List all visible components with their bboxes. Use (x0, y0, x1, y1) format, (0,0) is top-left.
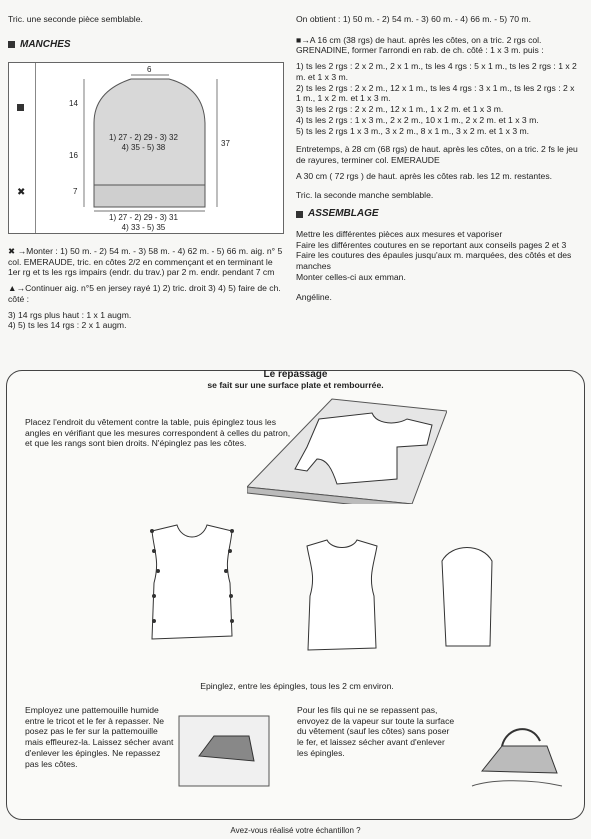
upper-sizes-label: 1) 27 - 2) 29 - 3) 32 4) 35 - 5) 38 (109, 133, 178, 152)
ironing-text-3: Employez une pattemouille humide entre le tricot et le fer à repasser. Ne posez pas le fer sur la pattemouille mais effleurez-la. Laissez sécher avant d'enlever les épingles. Ne repassez pas les côtes. (25, 705, 174, 769)
manches-heading (8, 39, 284, 52)
right-paragraph-4: A 30 cm ( 72 rgs ) de haut. après les côtes rab. les 12 m. restantes. (296, 170, 553, 181)
row-size-5: 5) ts les 2 rgs 1 x 3 m., 3 x 2 m., 8 x 1 m., 3 x 2 m. et 1 x 3 m. (296, 125, 530, 136)
right-column (296, 14, 579, 303)
sleeve-pinned-illustration (432, 541, 502, 666)
ironing-text-4: Pour les fils qui ne se repassent pas, envoyez de la vapeur sur toute la surface du vêtement (sauf les côtes) sans poser le fer, et laissez sécher avant d'enlever les épingles. (297, 705, 455, 758)
dim-cap-height: 14 (69, 99, 78, 108)
row-size-4: 4) ts les 2 rgs : 1 x 3 m., 2 x 2 m., 10 x 1 m., 2 x 2 m. et 1 x 3 m. (296, 114, 539, 125)
dim-cuff-height: 7 (73, 187, 78, 196)
right-paragraph-2: ■→A 16 cm (38 rgs) de haut. après les côtes, on a tric. 2 rgs col. GRENADINE, former l'arrondi en rab. de ch. côté : 1 x 3 m. puis : (296, 34, 544, 56)
ironing-box (6, 370, 585, 820)
assemblage-line-3: Faire les coutures des épaules jusqu'aux m. marquées, des côtés et des manches (296, 250, 572, 271)
steam-iron-illustration (462, 701, 572, 791)
dim-body-height: 16 (69, 151, 78, 160)
left-line-4: 4) 5) ts les 14 rgs : 2 x 1 augm. (8, 320, 127, 331)
left-paragraph-2: ▲→Continuer aig. n°5 en jersey rayé 1) 2) tric. droit 3) 4) 5) faire de ch. côté : (8, 283, 281, 304)
right-paragraph-5: Tric. la seconde manche semblable. (296, 189, 434, 200)
front-pinned-illustration (132, 521, 252, 646)
box-title: Le repassage (263, 369, 328, 380)
row-size-1: 1) ts les 2 rgs : 2 x 2 m., 2 x 1 m., ts les 4 rgs : 5 x 1 m., ts les 2 rgs : 1 x 2 m. et 1 x 3 m. (296, 61, 577, 82)
manches-heading-label: MANCHES (20, 38, 71, 50)
right-paragraph-3: Entretemps, à 28 cm (68 rgs) de haut. après les côtes, on a tric. 2 fs le jeu de rayures, terminer col. EMERAUDE (296, 144, 578, 166)
signature: Angéline. (296, 292, 332, 303)
back-pinned-illustration (292, 536, 392, 661)
left-paragraph-1: ✖ →Monter : 1) 50 m. - 2) 54 m. - 3) 58 m. - 4) 62 m. - 5) 66 m. aig. n° 5 col. EMERAUDE, tric. en côtes 2/2 en commençant et en terminant le 1er rg et ts les rgs impairs (endr. du trav.) par 2 m. endr. pendant 7 cm (8, 246, 283, 278)
sleeve-diagram (8, 62, 284, 234)
assemblage-line-2: Faire les différentes coutures en se reportant aux conseils pages 2 et 3 (296, 239, 567, 250)
ironing-text-1: Placez l'endroit du vêtement contre la table, puis épinglez tous les angles en vérifiant que les mesures correspondent à celles du patron, et que les rangs sont bien droits. N'épinglez pas les côtes. (25, 417, 291, 449)
square-bullet-icon (296, 211, 303, 218)
square-bullet-icon (8, 41, 15, 48)
right-paragraph-1: On obtient : 1) 50 m. - 2) 54 m. - 3) 60 m. - 4) 66 m. - 5) 70 m. (296, 14, 531, 24)
footer-text: Avez-vous réalisé votre échantillon ? (230, 826, 361, 835)
pinned-board-illustration (247, 389, 447, 504)
dim-top-width: 6 (147, 65, 152, 74)
iron-cloth-illustration (169, 706, 279, 796)
row-size-2: 2) ts les 2 rgs : 2 x 2 m., 12 x 1 m., ts les 4 rgs : 3 x 1 m., ts les 2 rgs : 2 x 1 m., 1 x 2 m. et 1 x 3 m. (296, 82, 575, 104)
assemblage-line-1: Mettre les différentes pièces aux mesures et vaporiser (296, 228, 503, 239)
left-instructions (8, 246, 284, 331)
lower-sizes-label: 1) 27 - 2) 29 - 3) 31 4) 33 - 5) 35 (109, 213, 178, 232)
row-size-3: 3) ts les 2 rgs : 2 x 2 m., 12 x 1 m., 1 x 2 m. et 1 x 3 m. (296, 104, 504, 115)
assemblage-line-4: Monter celles-ci aux emman. (296, 271, 406, 282)
dim-total-height: 37 (221, 139, 230, 148)
intro-text: Tric. une seconde pièce semblable. (8, 14, 143, 24)
assemblage-heading (296, 208, 579, 221)
assemblage-heading-label: ASSEMBLAGE (308, 208, 379, 220)
left-column (8, 14, 284, 51)
left-line-3: 3) 14 rgs plus haut : 1 x 1 augm. (8, 309, 132, 320)
box-subtitle: se fait sur une surface plate et rembourrée. (207, 380, 384, 390)
ironing-text-2: Epinglez, entre les épingles, tous les 2 cm environ. (200, 681, 394, 691)
cross-marker-icon: ✖ (17, 187, 26, 198)
